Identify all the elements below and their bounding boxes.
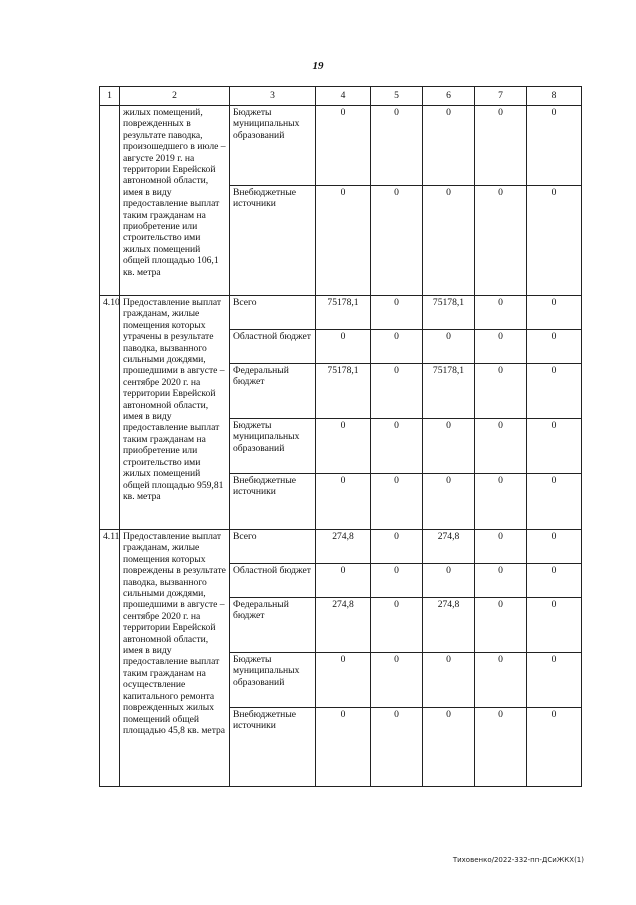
value-cell-v6: 0: [423, 330, 475, 364]
table-header: [100, 87, 582, 106]
header-cell: 1: [100, 87, 120, 106]
value-cell-v5: 0: [371, 598, 423, 653]
document-footer: Тиховенко/2022-332-пп-ДСиЖКХ(1): [452, 856, 584, 864]
header-cell: 4: [316, 87, 371, 106]
header-cell: 2: [120, 87, 230, 106]
value-cell-v7: 0: [475, 708, 527, 787]
value-cell-v6: 0: [423, 106, 475, 186]
value-cell-v4: 0: [316, 186, 371, 296]
value-cell-v7: 0: [475, 186, 527, 296]
value-cell-v8: 0: [527, 653, 582, 708]
item-description: Предоставление выплат гражданам, жилые помещения которых повреждены в результате паводка, вызванного сильными дождями, прошедшими в августе – сентябре 2020 г. на территории Еврейской автономной области, имея в виду предоставление выплат таким гражданам на осуществление капитального ремонта поврежденных жилых помещений общей площадью 45,8 кв. метра: [120, 530, 230, 787]
value-cell-v7: 0: [475, 296, 527, 330]
value-cell-v8: 0: [527, 564, 582, 598]
page-number: 19: [312, 60, 324, 72]
value-cell-v5: 0: [371, 474, 423, 530]
value-cell-v4: 0: [316, 419, 371, 474]
value-cell-v5: 0: [371, 296, 423, 330]
value-cell-v6: 0: [423, 419, 475, 474]
value-cell-v6: 75178,1: [423, 364, 475, 419]
value-cell-v6: 274,8: [423, 598, 475, 653]
header-cell: 6: [423, 87, 475, 106]
value-cell-v8: 0: [527, 598, 582, 653]
value-cell-v4: 75178,1: [316, 296, 371, 330]
value-cell-v6: 75178,1: [423, 296, 475, 330]
value-cell-v7: 0: [475, 419, 527, 474]
value-cell-v6: 0: [423, 474, 475, 530]
value-cell-v6: 0: [423, 708, 475, 787]
value-cell-v6: 0: [423, 653, 475, 708]
value-cell-v7: 0: [475, 364, 527, 419]
value-cell-v4: 0: [316, 474, 371, 530]
value-cell-v7: 0: [475, 564, 527, 598]
funding-source: Бюджеты муниципальных образований: [230, 106, 316, 186]
item-index: [100, 106, 120, 296]
value-cell-v5: 0: [371, 364, 423, 419]
funding-source: Внебюджетные источники: [230, 474, 316, 530]
header-cell: 7: [475, 87, 527, 106]
value-cell-v4: 274,8: [316, 530, 371, 564]
funding-source: Внебюджетные источники: [230, 708, 316, 787]
item-description: Предоставление выплат гражданам, жилые помещения которых утрачены в результате паводка, вызванного сильными дождями, прошедшими в августе – сентябре 2020 г. на территории Еврейской автономной области, имея в виду предоставление выплат таким гражданам на приобретение или строительство ими жилых помещений общей площадью 959,81 кв. метра: [120, 296, 230, 530]
value-cell-v8: 0: [527, 330, 582, 364]
funding-source: Всего: [230, 530, 316, 564]
value-cell-v5: 0: [371, 564, 423, 598]
item-index: 4.11: [100, 530, 120, 787]
value-cell-v8: 0: [527, 419, 582, 474]
item-description: жилых помещений, поврежденных в результате паводка, произошедшего в июле – августе 2019 г. на территории Еврейской автономной области, имея в виду предоставление выплат таким гражданам на приобретение или строительство ими жилых помещений общей площадью 106,1 кв. метра: [120, 106, 230, 296]
value-cell-v5: 0: [371, 653, 423, 708]
value-cell-v5: 0: [371, 106, 423, 186]
value-cell-v5: 0: [371, 419, 423, 474]
funding-source: Бюджеты муниципальных образований: [230, 419, 316, 474]
value-cell-v6: 0: [423, 564, 475, 598]
funding-source: Федеральный бюджет: [230, 364, 316, 419]
value-cell-v8: 0: [527, 474, 582, 530]
funding-source: Бюджеты муниципальных образований: [230, 653, 316, 708]
value-cell-v8: 0: [527, 106, 582, 186]
value-cell-v4: 0: [316, 564, 371, 598]
value-cell-v8: 0: [527, 364, 582, 419]
table-row: [100, 530, 582, 564]
funding-source: Внебюджетные источники: [230, 186, 316, 296]
value-cell-v5: 0: [371, 330, 423, 364]
value-cell-v6: 0: [423, 186, 475, 296]
header-cell: 3: [230, 87, 316, 106]
value-cell-v5: 0: [371, 186, 423, 296]
table-body: [100, 106, 582, 787]
budget-table: [99, 86, 582, 787]
header-cell: 8: [527, 87, 582, 106]
value-cell-v4: 0: [316, 330, 371, 364]
value-cell-v7: 0: [475, 653, 527, 708]
value-cell-v8: 0: [527, 296, 582, 330]
value-cell-v8: 0: [527, 186, 582, 296]
value-cell-v4: 75178,1: [316, 364, 371, 419]
table-row: [100, 296, 582, 330]
header-cell: 5: [371, 87, 423, 106]
value-cell-v7: 0: [475, 330, 527, 364]
value-cell-v4: 0: [316, 106, 371, 186]
value-cell-v5: 0: [371, 530, 423, 564]
value-cell-v6: 274,8: [423, 530, 475, 564]
value-cell-v8: 0: [527, 530, 582, 564]
value-cell-v4: 0: [316, 653, 371, 708]
funding-source: Областной бюджет: [230, 330, 316, 364]
funding-source: Областной бюджет: [230, 564, 316, 598]
funding-source: Всего: [230, 296, 316, 330]
header-row: [100, 87, 582, 106]
value-cell-v7: 0: [475, 106, 527, 186]
value-cell-v7: 0: [475, 474, 527, 530]
funding-source: Федеральный бюджет: [230, 598, 316, 653]
item-index: 4.10: [100, 296, 120, 530]
value-cell-v4: 274,8: [316, 598, 371, 653]
value-cell-v4: 0: [316, 708, 371, 787]
value-cell-v8: 0: [527, 708, 582, 787]
table-row: [100, 106, 582, 186]
value-cell-v7: 0: [475, 530, 527, 564]
value-cell-v7: 0: [475, 598, 527, 653]
value-cell-v5: 0: [371, 708, 423, 787]
